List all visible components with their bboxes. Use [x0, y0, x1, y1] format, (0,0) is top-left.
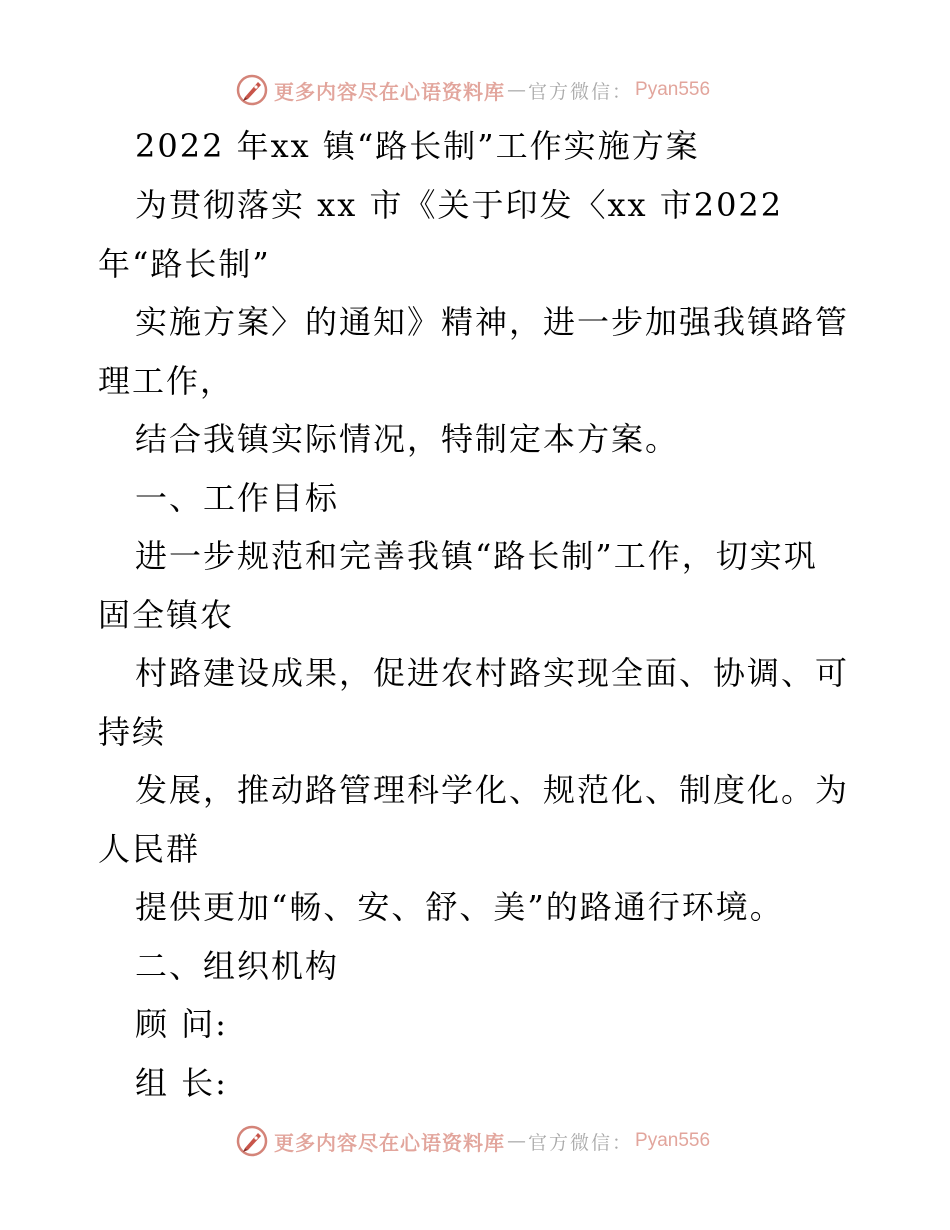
quill-pen-logo-icon — [236, 74, 268, 106]
watermark-main-text: 更多内容尽在心语资料库 — [274, 1130, 505, 1155]
watermark-header — [236, 73, 710, 107]
paragraph-line: 实施方案〉的通知》精神，进一步加强我镇路管 — [135, 303, 850, 341]
document-title: 2022 年xx 镇“路长制”工作实施方案 — [135, 127, 700, 165]
paragraph-line: 村路建设成果，促进农村路实现全面、协调、可 — [135, 654, 850, 692]
section-heading: 二、组织机构 — [135, 947, 340, 985]
paragraph-line: 理工作， — [98, 362, 235, 400]
watermark-contact-id: Pyan556 — [635, 79, 711, 100]
paragraph-line: 进一步规范和完善我镇“路长制”工作，切实巩 — [135, 537, 818, 575]
section-heading: 一、工作目标 — [135, 479, 340, 517]
paragraph-line: 结合我镇实际情况，特制定本方案。 — [135, 420, 680, 458]
paragraph-line: 固全镇农 — [98, 596, 235, 634]
watermark-contact-id: Pyan556 — [635, 1130, 711, 1151]
paragraph-line: 人民群 — [98, 830, 201, 868]
paragraph-line: 持续 — [98, 713, 167, 751]
quill-pen-logo-icon — [236, 1125, 268, 1157]
watermark-dash: — — [507, 1130, 526, 1152]
paragraph-line: 年“路长制” — [98, 245, 271, 283]
paragraph-line: 发展，推动路管理科学化、规范化、制度化。为 — [135, 771, 850, 809]
watermark-footer — [236, 1124, 710, 1158]
watermark-contact-label: 官方微信： — [528, 80, 634, 103]
watermark-dash: — — [507, 79, 526, 101]
watermark-main-text: 更多内容尽在心语资料库 — [274, 79, 505, 104]
role-label-leader: 组 长: — [135, 1064, 228, 1102]
watermark-contact-label: 官方微信： — [528, 1131, 634, 1154]
paragraph-line: 提供更加“畅、安、舒、美”的路通行环境。 — [135, 888, 784, 926]
role-label-advisor: 顾 问: — [135, 1005, 228, 1043]
paragraph-line: 为贯彻落实 xx 市《关于印发〈xx 市2022 — [135, 186, 784, 224]
